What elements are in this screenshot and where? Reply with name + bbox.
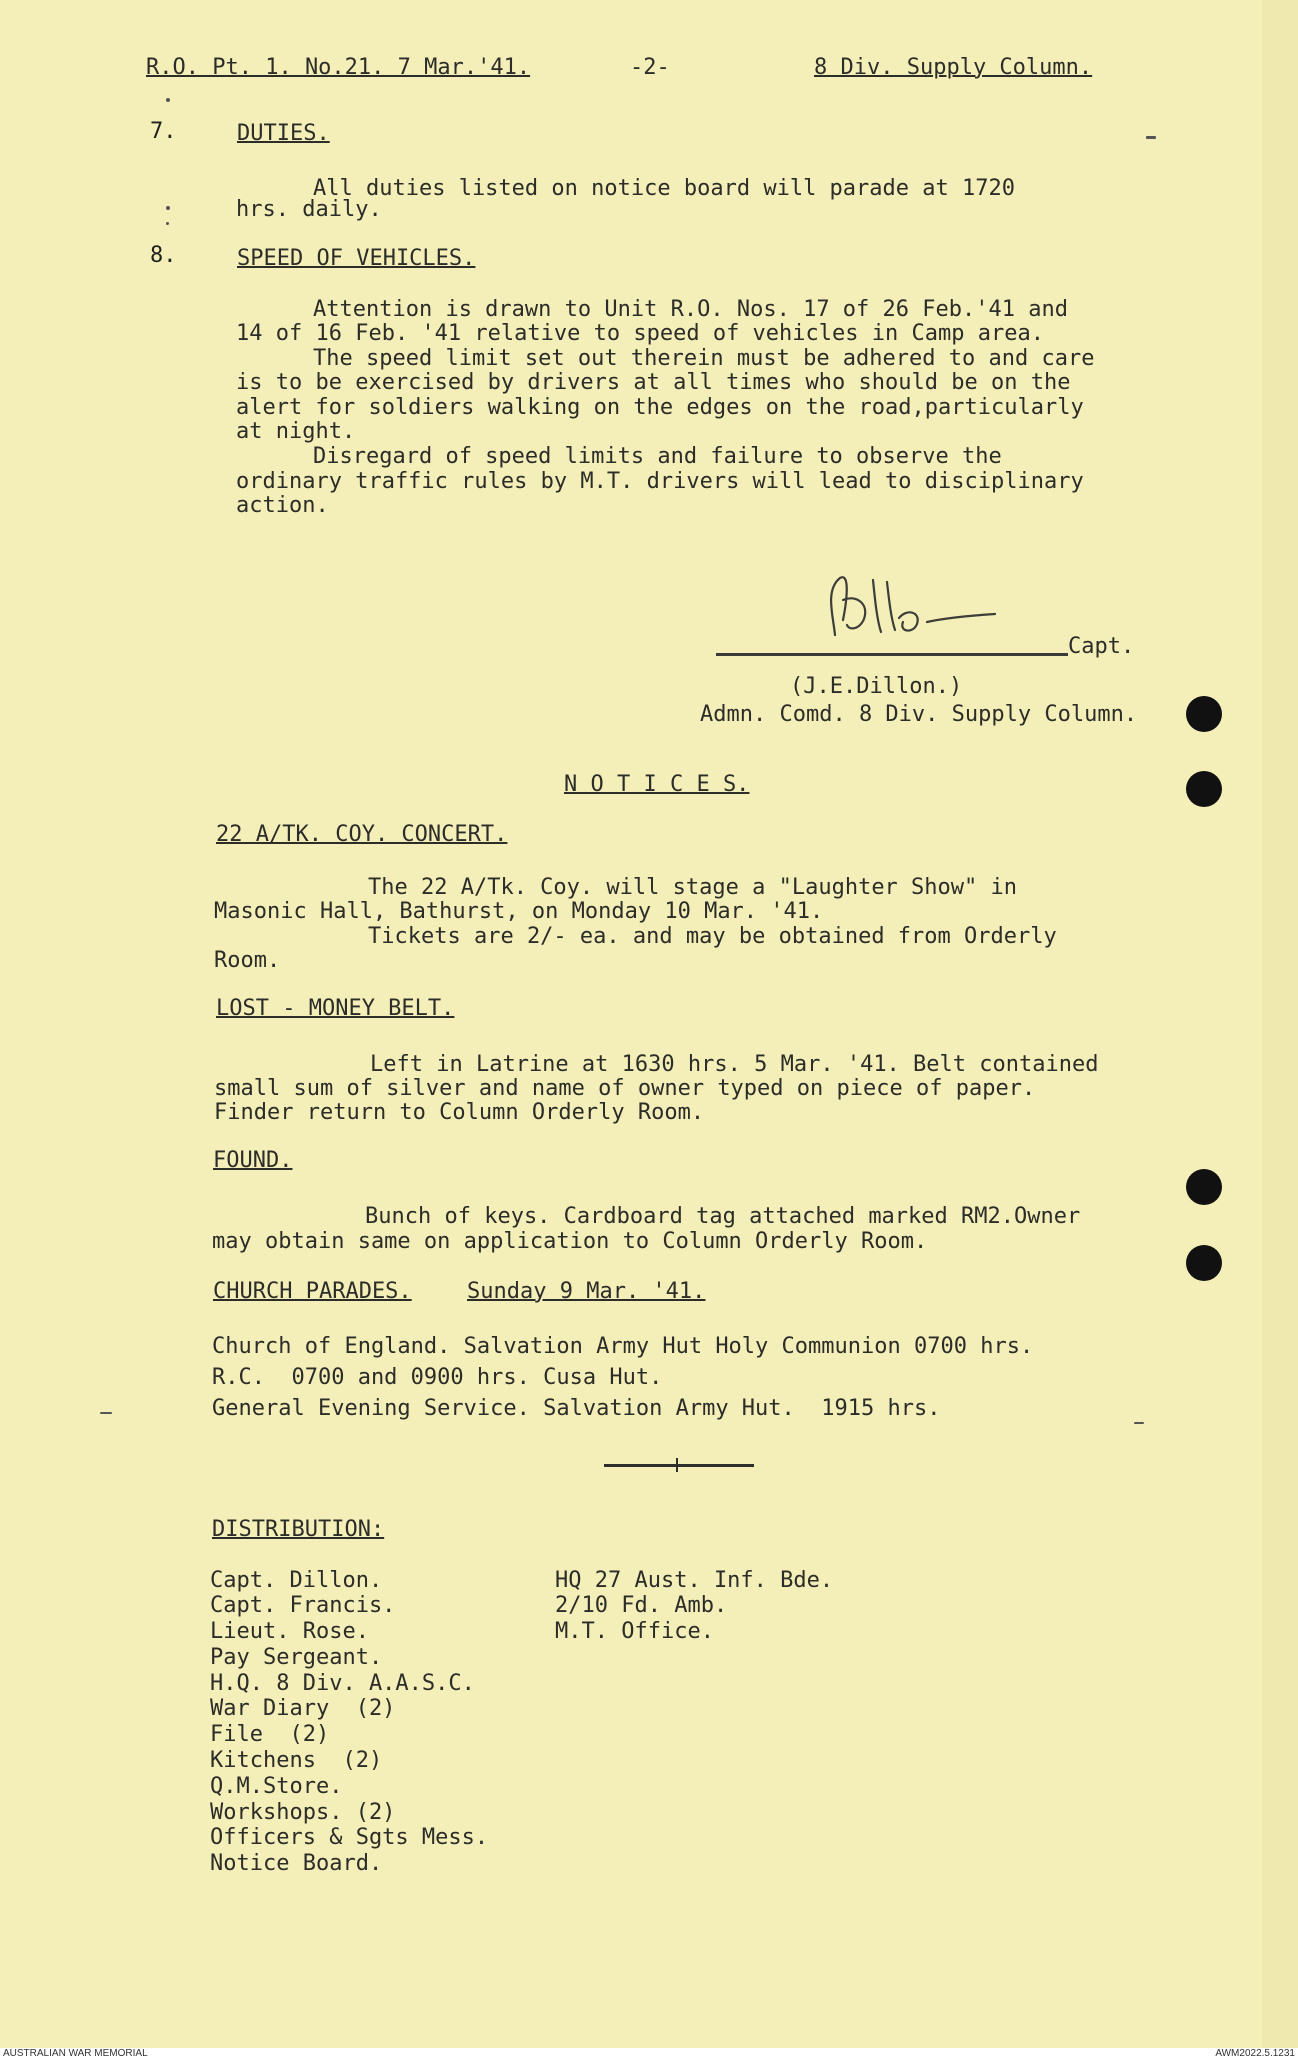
found-line-2: may obtain same on application to Column Orderly Room.	[212, 1229, 928, 1254]
footer-accession-number: AWM2022.5.1231	[1215, 2048, 1295, 2059]
speed-line-1: Attention is drawn to Unit R.O. Nos. 17 of 26 Feb.'41 and	[313, 297, 1068, 322]
duties-heading: DUTIES.	[237, 121, 330, 146]
signature-line	[716, 653, 1068, 656]
paper-speck	[166, 206, 170, 210]
paper-speck	[1134, 1422, 1144, 1424]
handwritten-signature	[795, 560, 1025, 650]
speed-line-5: alert for soldiers walking on the edges on the road,particularly	[236, 395, 1084, 420]
punch-hole	[1186, 771, 1222, 807]
speed-line-7: Disregard of speed limits and failure to observe the	[313, 444, 1002, 469]
header-reference: R.O. Pt. 1. No.21. 7 Mar.'41.	[146, 55, 531, 80]
signature-name: (J.E.Dillon.)	[790, 674, 963, 699]
lost-line-3: Finder return to Column Orderly Room.	[214, 1100, 705, 1125]
paper-speck	[100, 1412, 112, 1414]
footer-institution: AUSTRALIAN WAR MEMORIAL	[3, 2048, 148, 2059]
section-divider-tick	[676, 1458, 678, 1472]
section-divider	[604, 1464, 754, 1467]
distribution-left-7: File (2)	[210, 1722, 330, 1747]
lost-line-2: small sum of silver and name of owner typed on piece of paper.	[214, 1076, 1036, 1101]
distribution-right-1: HQ 27 Aust. Inf. Bde.	[555, 1568, 834, 1593]
header-unit: 8 Div. Supply Column.	[814, 55, 1093, 80]
church-date: Sunday 9 Mar. '41.	[467, 1279, 706, 1304]
distribution-left-4: Pay Sergeant.	[210, 1645, 383, 1670]
paper-edge	[1262, 0, 1298, 2048]
concert-line-4: Room.	[214, 948, 281, 973]
distribution-left-2: Capt. Francis.	[210, 1593, 396, 1618]
distribution-left-10: Workshops. (2)	[210, 1800, 396, 1825]
distribution-left-1: Capt. Dillon.	[210, 1568, 383, 1593]
speed-line-9: action.	[236, 493, 329, 518]
paper-speck	[166, 98, 170, 102]
concert-heading: 22 A/TK. COY. CONCERT.	[216, 822, 508, 847]
concert-line-3: Tickets are 2/- ea. and may be obtained from Orderly	[368, 924, 1057, 949]
section-number-7: 7.	[150, 119, 177, 144]
church-line-2: R.C. 0700 and 0900 hrs. Cusa Hut.	[212, 1365, 663, 1390]
speed-line-4: is to be exercised by drivers at all times who should be on the	[236, 370, 1071, 395]
distribution-left-9: Q.M.Store.	[210, 1774, 343, 1799]
speed-line-3: The speed limit set out therein must be adhered to and care	[313, 346, 1095, 371]
lost-heading: LOST - MONEY BELT.	[216, 996, 455, 1021]
distribution-left-6: War Diary (2)	[210, 1696, 396, 1721]
speed-heading: SPEED OF VEHICLES.	[237, 246, 476, 271]
speed-line-2: 14 of 16 Feb. '41 relative to speed of vehicles in Camp area.	[236, 321, 1044, 346]
paper-speck	[166, 222, 169, 225]
speed-line-6: at night.	[236, 419, 356, 444]
found-line-1: Bunch of keys. Cardboard tag attached marked RM2.Owner	[365, 1204, 1081, 1229]
duties-line-1: All duties listed on notice board will parade at 1720	[313, 176, 1015, 201]
distribution-right-2: 2/10 Fd. Amb.	[555, 1593, 728, 1618]
church-line-3: General Evening Service. Salvation Army Hut. 1915 hrs.	[212, 1396, 941, 1421]
distribution-left-8: Kitchens (2)	[210, 1748, 383, 1773]
church-line-1: Church of England. Salvation Army Hut Holy Communion 0700 hrs.	[212, 1334, 1034, 1359]
distribution-heading: DISTRIBUTION:	[212, 1517, 385, 1542]
found-heading: FOUND.	[213, 1148, 293, 1173]
concert-line-1: The 22 A/Tk. Coy. will stage a "Laughter Show" in	[368, 875, 1018, 900]
signature-title: Admn. Comd. 8 Div. Supply Column.	[700, 702, 1138, 727]
notices-heading: N O T I C E S.	[564, 772, 750, 797]
distribution-left-5: H.Q. 8 Div. A.A.S.C.	[210, 1671, 475, 1696]
punch-hole	[1186, 696, 1222, 732]
punch-hole	[1186, 1245, 1222, 1281]
distribution-left-12: Notice Board.	[210, 1851, 383, 1876]
speed-line-8: ordinary traffic rules by M.T. drivers will lead to disciplinary	[236, 469, 1084, 494]
lost-line-1: Left in Latrine at 1630 hrs. 5 Mar. '41. Belt contained	[370, 1052, 1099, 1077]
header-page-number: -2-	[630, 55, 670, 80]
punch-hole	[1186, 1169, 1222, 1205]
signature-rank: Capt.	[1068, 634, 1135, 659]
distribution-left-3: Lieut. Rose.	[210, 1619, 369, 1644]
archive-footer	[0, 2048, 1298, 2061]
distribution-right-3: M.T. Office.	[555, 1619, 714, 1644]
concert-line-2: Masonic Hall, Bathurst, on Monday 10 Mar. '41.	[214, 899, 824, 924]
duties-line-2: hrs. daily.	[236, 197, 382, 222]
distribution-left-11: Officers & Sgts Mess.	[210, 1825, 489, 1850]
paper-speck	[1146, 136, 1156, 139]
church-heading: CHURCH PARADES.	[213, 1279, 412, 1304]
section-number-8: 8.	[150, 243, 177, 268]
